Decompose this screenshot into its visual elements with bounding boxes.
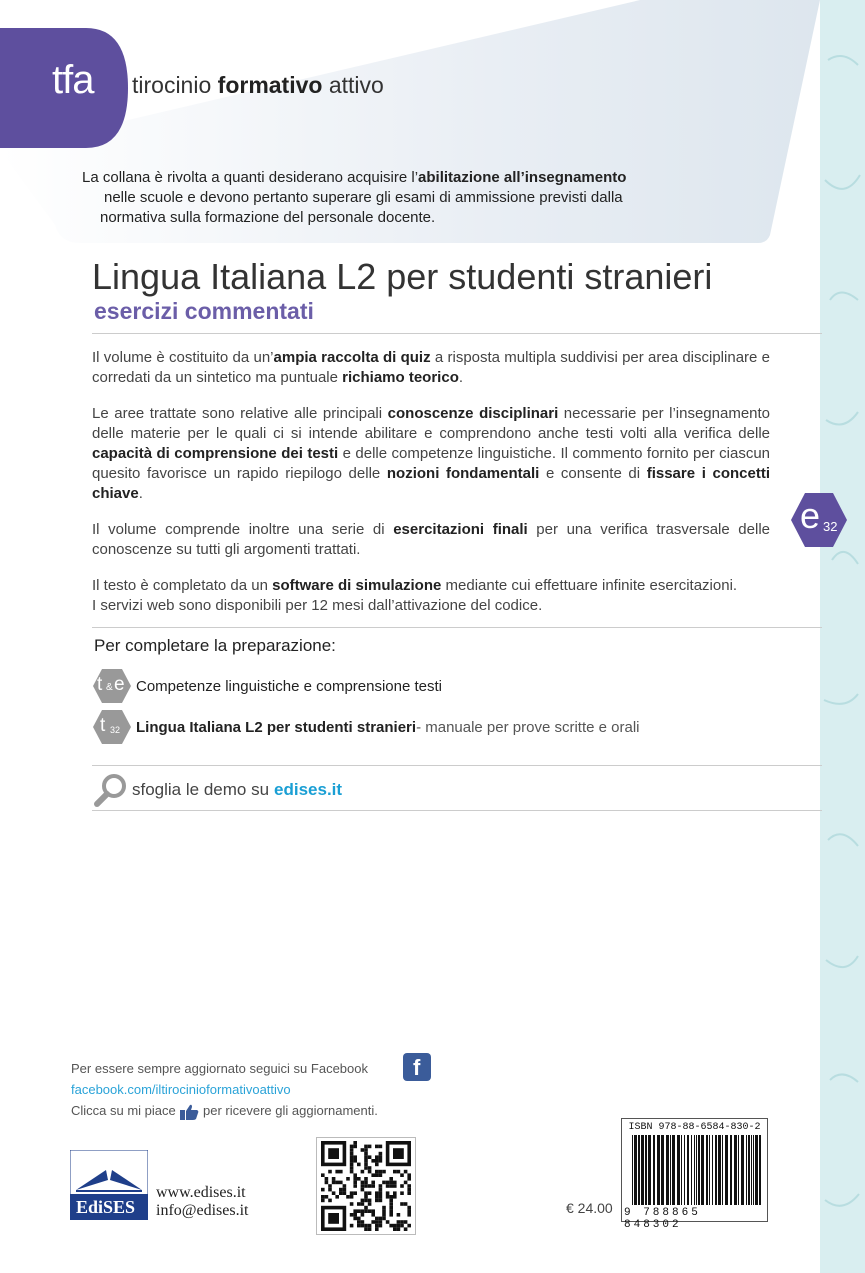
magnifier-icon <box>92 772 128 808</box>
book-title: Lingua Italiana L2 per studenti stranieri <box>92 256 713 297</box>
description-paragraph-3: Il volume comprende inoltre una serie di esercitazioni finali per una verifica trasversale delle conoscenze su tutti gli argomenti trattati. <box>92 521 771 558</box>
spine <box>820 0 865 1273</box>
series-name: tirocinio formativo attivo <box>132 72 384 98</box>
qr-code <box>316 1137 416 1235</box>
divider <box>92 333 822 334</box>
t32-series-badge: t 32 <box>92 709 132 745</box>
description-paragraph-2: Le aree trattate sono relative alle principali conoscenze disciplinari necessarie per l’insegnamento delle materie per le quali ci si intende abilitare e comprendono anche testi volti alla verifica delle capacità di comprensione dei testi e delle competenze linguistiche. Il commento fornito per ciascun quesito favorisce un rapido riepilogo delle nozioni fondamentali e consente di fissare i concetti chiave. <box>92 405 771 502</box>
thumbs-up-icon <box>179 1103 199 1121</box>
divider <box>92 765 822 766</box>
divider <box>92 810 822 811</box>
edises-logo: EdiSES <box>70 1150 148 1220</box>
isbn-barcode <box>621 1118 768 1231</box>
email[interactable]: info@edises.it <box>156 1202 249 1219</box>
book-subtitle: esercizi commentati <box>94 298 314 324</box>
isbn-text: ISBN 978-88-6584-830-2 <box>628 1122 761 1133</box>
publisher-contacts <box>156 1184 249 1220</box>
divider <box>92 627 822 628</box>
facebook-icon[interactable]: f <box>403 1053 431 1081</box>
te-series-badge: t & e <box>92 668 132 704</box>
tfa-abbreviation: tfa <box>52 58 94 102</box>
demo-link-row[interactable]: sfoglia le demo su edises.it <box>92 772 342 808</box>
e32-series-badge: e 32 <box>790 491 848 549</box>
price: € 24.00 <box>566 1200 613 1216</box>
related-book-1: t & e Competenze linguistiche e comprensione testi <box>92 668 442 704</box>
facebook-link[interactable]: facebook.com/iltirocinioformativoattivo <box>71 1082 291 1097</box>
website[interactable]: www.edises.it <box>156 1184 246 1201</box>
barcode-digits: 9 788865 848302 <box>624 1207 701 1231</box>
description-paragraph-4: Il testo è completato da un software di simulazione mediante cui effettuare infinite esercitazioni. I servizi web sono disponibili per 12 mesi dall’attivazione del codice. <box>92 577 738 614</box>
edises-link[interactable]: edises.it <box>274 780 343 799</box>
spine-decoration <box>820 0 865 1273</box>
facebook-info: Per essere sempre aggiornato seguici su Facebook facebook.com/iltirocinioformativoattivo Clicca su mi piace per ricevere gli aggiornamenti. <box>71 1058 378 1121</box>
related-book-2: t 32 Lingua Italiana L2 per studenti stranieri - manuale per prove scritte e orali <box>92 709 640 745</box>
preparation-heading: Per completare la preparazione: <box>94 636 336 655</box>
series-intro: La collana è rivolta a quanti desiderano acquisire l’abilitazione all’insegnamento nelle scuole e devono pertanto superare gli esami di ammissione previsti dalla normativa sulla formazione del personale docente. <box>82 169 627 226</box>
description-paragraph-1: Il volume è costituito da un’ampia raccolta di quiz a risposta multipla suddivisi per area disciplinare e corredati da un sintetico ma puntuale richiamo teorico. <box>92 349 770 386</box>
